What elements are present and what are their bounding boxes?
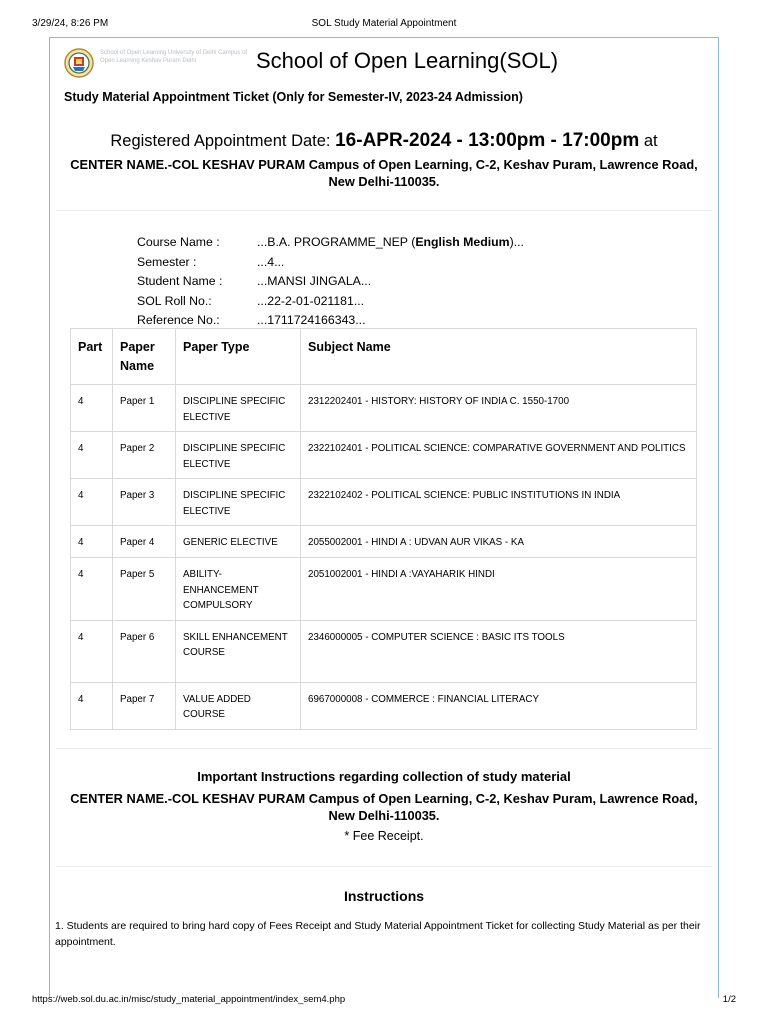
cell-part: 4 <box>71 526 113 558</box>
semester-row <box>137 253 524 273</box>
table-row <box>71 682 697 729</box>
fee-receipt-note: * Fee Receipt. <box>344 829 424 843</box>
table-row <box>71 620 697 682</box>
course-value: ...B.A. PROGRAMME_NEP (English Medium)... <box>257 235 524 249</box>
print-url: https://web.sol.du.ac.in/misc/study_material_appointment/index_sem4.php <box>32 994 346 1005</box>
center-name-repeat <box>56 790 712 824</box>
cell-paper-name: Paper 5 <box>113 558 176 621</box>
roll-no-label: SOL Roll No.: <box>137 293 212 308</box>
table-header-row <box>71 329 697 385</box>
instruction-item: 1. Students are required to bring hard copy of Fees Receipt and Study Material Appointment Ticket for collecting Study Material as per their appointment. <box>55 920 701 948</box>
cell-subject-name: 2051002001 - HINDI A :VAYAHARIK HINDI <box>301 558 697 621</box>
student-name-label: Student Name : <box>137 274 223 289</box>
cell-paper-name: Paper 6 <box>113 620 176 682</box>
student-name-value: ...MANSI JINGALA... <box>257 274 372 289</box>
print-page-title: SOL Study Material Appointment <box>311 18 457 29</box>
cell-paper-name: Paper 3 <box>113 479 176 526</box>
roll-no-row <box>137 292 524 312</box>
divider <box>56 210 712 211</box>
header-subject-name: Subject Name <box>301 329 697 385</box>
center-label: CENTER NAME.- <box>70 791 172 806</box>
course-row <box>137 233 524 253</box>
divider <box>56 866 712 867</box>
roll-no-value: ...22-2-01-021181... <box>257 293 365 308</box>
instructions-title: Instructions <box>343 888 425 904</box>
cell-part: 4 <box>71 558 113 621</box>
cell-paper-type: ABILITY-ENHANCEMENT COMPULSORY <box>176 558 301 621</box>
cell-paper-type: DISCIPLINE SPECIFIC ELECTIVE <box>176 432 301 479</box>
semester-value: ...4... <box>257 254 285 269</box>
site-header <box>60 46 708 82</box>
cell-subject-name: 2055002001 - HINDI A : UDVAN AUR VIKAS - KA <box>301 526 697 558</box>
cell-paper-type: DISCIPLINE SPECIFIC ELECTIVE <box>176 479 301 526</box>
table-row <box>71 432 697 479</box>
student-name-row <box>137 272 524 292</box>
table-row <box>71 526 697 558</box>
cell-paper-name: Paper 2 <box>113 432 176 479</box>
cell-part: 4 <box>71 479 113 526</box>
center-address: COL KESHAV PURAM Campus of Open Learning, C-2, Keshav Puram, Lawrence Road, New Delhi-110035. <box>171 157 698 189</box>
cell-subject-name: 2322102401 - POLITICAL SCIENCE: COMPARATIVE GOVERNMENT AND POLITICS <box>301 432 697 479</box>
cell-subject-name: 2322102402 - POLITICAL SCIENCE: PUBLIC INSTITUTIONS IN INDIA <box>301 479 697 526</box>
important-instructions-heading: Important Instructions regarding collection of study material <box>197 769 571 784</box>
header-paper-type: Paper Type <box>176 329 301 385</box>
header-part: Part <box>71 329 113 385</box>
cell-part: 4 <box>71 620 113 682</box>
reference-no-value: ...1711724166343... <box>257 313 366 328</box>
appointment-at: at <box>643 132 658 150</box>
cell-subject-name: 2312202401 - HISTORY: HISTORY OF INDIA C. 1550-1700 <box>301 385 697 432</box>
ticket-title: Study Material Appointment Ticket (Only for Semester-IV, 2023-24 Admission) <box>64 90 523 104</box>
cell-paper-name: Paper 7 <box>113 682 176 729</box>
print-page-number: 1/2 <box>722 994 736 1005</box>
cell-part: 4 <box>71 682 113 729</box>
appointment-date-line <box>50 130 718 152</box>
table-row <box>71 479 697 526</box>
ticket-container <box>49 37 719 998</box>
table-row <box>71 558 697 621</box>
semester-label: Semester : <box>137 254 197 269</box>
cell-paper-name: Paper 4 <box>113 526 176 558</box>
cell-paper-type: VALUE ADDED COURSE <box>176 682 301 729</box>
cell-paper-type: GENERIC ELECTIVE <box>176 526 301 558</box>
table-row <box>71 385 697 432</box>
appointment-label: Registered Appointment Date: <box>110 132 331 150</box>
divider <box>56 748 712 749</box>
cell-paper-type: SKILL ENHANCEMENT COURSE <box>176 620 301 682</box>
appointment-datetime: 16-APR-2024 - 13:00pm - 17:00pm <box>335 130 640 151</box>
cell-part: 4 <box>71 432 113 479</box>
cell-subject-name: 6967000008 - COMMERCE : FINANCIAL LITERACY <box>301 682 697 729</box>
cell-paper-name: Paper 1 <box>113 385 176 432</box>
cell-paper-type: DISCIPLINE SPECIFIC ELECTIVE <box>176 385 301 432</box>
reference-no-label: Reference No.: <box>137 313 220 328</box>
student-info <box>137 233 524 331</box>
cell-subject-name: 2346000005 - COMPUTER SCIENCE : BASIC ITS TOOLS <box>301 620 697 682</box>
print-datetime: 3/29/24, 8:26 PM <box>32 18 109 29</box>
papers-table <box>70 328 697 730</box>
center-address: COL KESHAV PURAM Campus of Open Learning, C-2, Keshav Puram, Lawrence Road, New Delhi-110035. <box>171 791 698 823</box>
logo-caption: School of Open Learning University of Delhi Campus of Open Learning Keshav Puram Delhi <box>100 50 248 64</box>
center-name <box>56 156 712 190</box>
print-header <box>32 18 736 32</box>
course-label: Course Name : <box>137 235 220 249</box>
header-paper-name: Paper Name <box>113 329 176 385</box>
print-footer <box>32 994 736 1008</box>
university-logo-icon <box>64 48 94 78</box>
cell-part: 4 <box>71 385 113 432</box>
center-label: CENTER NAME.- <box>70 157 172 172</box>
site-title: School of Open Learning(SOL) <box>256 48 559 73</box>
